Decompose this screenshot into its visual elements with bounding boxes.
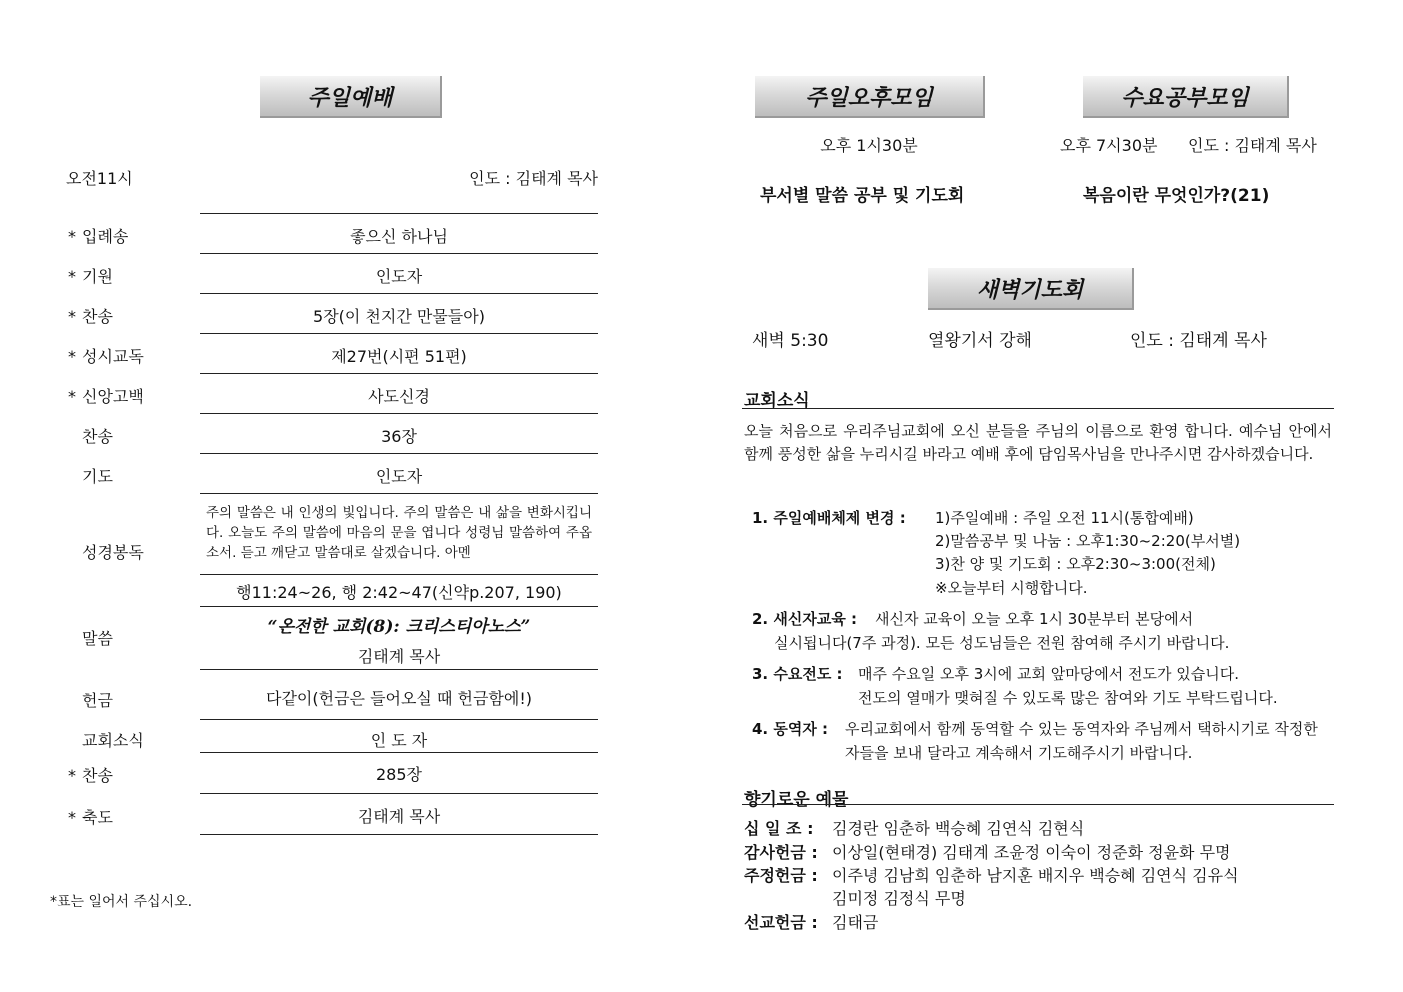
order-label-scripture: 성경봉독 bbox=[82, 543, 144, 562]
order-value-announcements: 인 도 자 bbox=[370, 731, 428, 750]
news-item-4-line-1: 우리교회에서 함께 동역할 수 있는 동역자와 주님께서 택하시기로 작정한 bbox=[845, 720, 1318, 738]
order-rule bbox=[200, 793, 598, 794]
order-rule bbox=[200, 453, 598, 454]
order-value-benediction: 김태계 목사 bbox=[357, 807, 441, 826]
worship-time: 오전11시 bbox=[66, 169, 133, 188]
order-value-hymn-1: 5장(이 천지간 만물들아) bbox=[313, 307, 485, 326]
order-value-creed: 사도신경 bbox=[368, 387, 430, 406]
news-item-4-line-2: 자들을 보내 달라고 계속해서 기도해주시기 바랍니다. bbox=[845, 744, 1193, 762]
order-label-hymn-3: * 찬송 bbox=[68, 766, 113, 785]
order-rule bbox=[200, 669, 598, 670]
order-rule bbox=[200, 373, 598, 374]
order-value-prayer: 인도자 bbox=[375, 467, 423, 486]
sunday-worship-banner bbox=[260, 76, 442, 118]
order-label-offering: 헌금 bbox=[82, 691, 113, 710]
news-item-1-line-1: 1)주일예배 : 주일 오전 11시(통합예배) bbox=[935, 509, 1194, 527]
offering-names-weekly: 이주녕 김남희 임춘하 남지훈 배지우 백승혜 김연식 김유식 bbox=[832, 866, 1239, 885]
order-label-responsive-reading: * 성시교독 bbox=[68, 347, 144, 366]
news-item-3-line-1: 매주 수요일 오후 3시에 교회 앞마당에서 전도가 있습니다. bbox=[858, 665, 1239, 683]
offering-names-mission: 김태금 bbox=[832, 913, 879, 932]
order-rule bbox=[200, 213, 598, 214]
wednesday-study-title: 수요공부모임 bbox=[1121, 84, 1249, 111]
order-rule bbox=[200, 606, 598, 607]
order-rule bbox=[200, 413, 598, 414]
order-label-invocation: * 기원 bbox=[68, 267, 113, 286]
order-label-hymn-2: 찬송 bbox=[82, 427, 113, 446]
order-value-hymn-2: 36장 bbox=[381, 427, 417, 446]
afternoon-meeting-title: 주일오후모임 bbox=[805, 84, 933, 111]
offering-rule bbox=[742, 804, 1334, 805]
news-item-1-line-4: ※오늘부터 시행합니다. bbox=[935, 579, 1088, 597]
offering-label-mission: 선교헌금 : bbox=[744, 913, 818, 932]
afternoon-meeting-banner bbox=[755, 76, 985, 118]
news-item-1-label: 1. 주일예배체제 변경 : bbox=[752, 509, 906, 527]
order-value-entrance: 좋으신 하나님 bbox=[350, 227, 448, 246]
news-item-3-line-2: 전도의 열매가 맺혀질 수 있도록 많은 참여와 기도 부탁드립니다. bbox=[858, 689, 1278, 707]
standing-footnote: *표는 일어서 주십시오. bbox=[50, 894, 193, 910]
afternoon-time: 오후 1시30분 bbox=[820, 136, 918, 155]
order-rule bbox=[200, 493, 598, 494]
news-item-2-line-2: 실시됩니다(7주 과정). 모든 성도님들은 전원 참여해 주시기 바랍니다. bbox=[774, 634, 1230, 652]
order-rule bbox=[200, 834, 598, 835]
offering-label-tithe: 십 일 조 : bbox=[744, 819, 814, 838]
worship-leader: 인도 : 김태계 목사 bbox=[469, 169, 598, 188]
order-label-creed: * 신앙고백 bbox=[68, 387, 144, 406]
wednesday-description: 복음이란 무엇인가?(21) bbox=[1083, 186, 1270, 206]
wednesday-study-banner bbox=[1083, 76, 1289, 118]
order-label-sermon: 말씀 bbox=[82, 629, 113, 648]
news-item-1-line-3: 3)찬 양 및 기도회 : 오후2:30~3:00(전체) bbox=[935, 555, 1216, 573]
order-rule bbox=[200, 293, 598, 294]
news-item-3-label: 3. 수요전도 : bbox=[752, 665, 843, 683]
order-label-announcements: 교회소식 bbox=[82, 731, 144, 750]
news-item-1-line-2: 2)말씀공부 및 나눔 : 오후1:30~2:20(부서별) bbox=[935, 532, 1241, 550]
offering-names-weekly-2: 김미정 김정식 무명 bbox=[832, 889, 966, 908]
offering-names-thanks: 이상일(현태경) 김태계 조윤정 이숙이 정준화 정윤화 무명 bbox=[832, 843, 1231, 862]
order-rule bbox=[200, 752, 598, 753]
order-value-offering: 다같이(헌금은 들어오실 때 헌금함에!) bbox=[266, 689, 532, 708]
afternoon-description: 부서별 말씀 공부 및 기도회 bbox=[760, 186, 965, 206]
welcome-paragraph: 오늘 처음으로 우리주님교회에 오신 분들을 주님의 이름으로 환영 합니다. 예수님 안에서 함께 풍성한 삶을 누리시길 바라고 예배 후에 담임목사님을 만나주시면 감사하겠습니다. bbox=[744, 422, 1332, 463]
sermon-preacher: 김태계 목사 bbox=[357, 647, 441, 666]
dawn-prayer-title: 새벽기도회 bbox=[976, 276, 1084, 303]
order-rule bbox=[200, 574, 598, 575]
scripture-prayer-text: 주의 말씀은 내 인생의 빛입니다. 주의 말씀은 내 삶을 변화시킵니다. 오늘도 주의 말씀에 마음의 문을 엽니다 성령님 말씀하여 주옵소서. 듣고 깨닫고 말씀대로 살겠습니다. 아멘 bbox=[206, 505, 592, 561]
offering-title: 향기로운 예물 bbox=[744, 790, 849, 810]
wednesday-time: 오후 7시30분 bbox=[1060, 136, 1158, 155]
sunday-worship-title: 주일예배 bbox=[307, 84, 393, 111]
church-news-rule bbox=[742, 408, 1334, 409]
news-item-2-label: 2. 새신자교육 : bbox=[752, 610, 858, 628]
order-label-entrance: * 입례송 bbox=[68, 227, 129, 246]
order-rule bbox=[200, 333, 598, 334]
news-item-2-line-1: 새신자 교육이 오늘 오후 1시 30분부터 본당에서 bbox=[875, 610, 1194, 628]
order-label-benediction: * 축도 bbox=[68, 808, 113, 827]
order-value-scripture-passage: 행11:24~26, 행 2:42~47(신약p.207, 190) bbox=[236, 583, 562, 602]
dawn-leader: 인도 : 김태계 목사 bbox=[1130, 331, 1267, 351]
order-value-responsive-reading: 제27번(시편 51편) bbox=[331, 347, 467, 366]
offering-label-weekly: 주정헌금 : bbox=[744, 866, 818, 885]
order-value-hymn-3: 285장 bbox=[376, 765, 422, 784]
dawn-prayer-banner bbox=[928, 268, 1134, 310]
wednesday-leader: 인도 : 김태계 목사 bbox=[1188, 136, 1317, 155]
dawn-time: 새벽 5:30 bbox=[752, 331, 829, 351]
order-value-invocation: 인도자 bbox=[375, 267, 423, 286]
offering-names-tithe: 김경란 임춘하 백승혜 김연식 김현식 bbox=[832, 819, 1085, 838]
sermon-title: “온전한 교회(8): 크리스티아노스” bbox=[267, 617, 531, 637]
dawn-description: 열왕기서 강해 bbox=[928, 331, 1032, 351]
order-rule bbox=[200, 253, 598, 254]
church-news-title: 교회소식 bbox=[744, 391, 810, 411]
order-label-hymn-1: * 찬송 bbox=[68, 307, 113, 326]
order-rule bbox=[200, 719, 598, 720]
order-label-prayer: 기도 bbox=[82, 467, 113, 486]
offering-label-thanks: 감사헌금 : bbox=[744, 843, 818, 862]
news-item-4-label: 4. 동역자 : bbox=[752, 720, 829, 738]
